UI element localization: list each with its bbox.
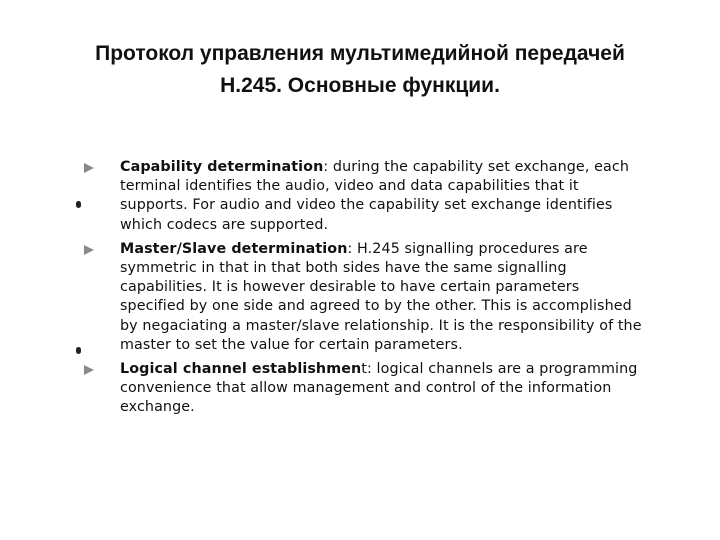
bullet-text: t: logical channels are a programming convenience that allow management and control of the information exchange. (120, 361, 638, 416)
bullet-logical-channel-establishment (84, 360, 644, 418)
bullet-master-slave-determination (84, 240, 644, 355)
triangle-bullet-icon (84, 245, 94, 255)
bullet-text: : H.245 signalling procedures are symmetric in that in that both sides have the same signalling capabilities. It is however desirable to have certain parameters specified by one side and agreed to by the other. This is accomplished by negaciating a master/slave relationship. It is the responsibility of the master to set the value for certain parameters. (120, 240, 642, 353)
slide-title (30, 38, 690, 102)
bullet-term: Master/Slave determination (120, 240, 348, 257)
triangle-bullet-icon (84, 163, 94, 173)
title-line-1: Протокол управления мультимедийной передачей (95, 42, 625, 65)
bullet-term: Capability determination (120, 159, 324, 175)
bullet-term: Logical channel establishmen (120, 361, 362, 378)
bullet-list (84, 158, 644, 423)
triangle-bullet-icon (84, 365, 94, 375)
title-line-2: H.245. Основные функции. (220, 74, 500, 97)
stray-bullet-dot (76, 201, 81, 208)
bullet-capability-determination (84, 158, 644, 235)
stray-bullet-dot (76, 347, 81, 354)
bullet-text: : during the capability set exchange, each terminal identifies the audio, video and data capabilities that it supports. For audio and video the capability set exchange identifies which codecs are supported. (120, 159, 629, 233)
